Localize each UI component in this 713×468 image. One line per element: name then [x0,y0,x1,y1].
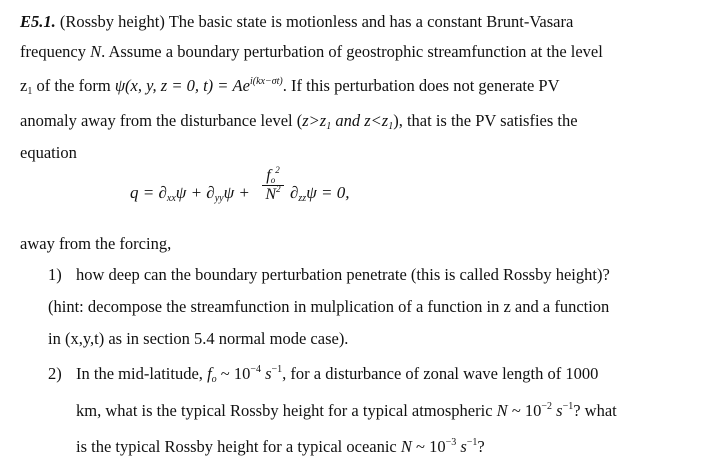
problem-id: E5.1. [20,12,56,31]
eq-term1: ψ + ∂ [175,183,215,202]
pv-equation-left [130,183,250,203]
item-1-line-3: in (x,y,t) as in section 5.4 normal mode case). [48,329,349,348]
item2-f-sub: o [211,374,217,385]
item-2-line-1 [76,364,598,384]
eq-lhs: q = ∂ [130,183,167,202]
frac-N-sup: 2 [276,184,281,194]
item2-l3-text: is the typical Rossby height for a typical oceanic [76,437,401,456]
cond-gt: z>z [302,111,327,130]
pv-equation-right [290,183,349,203]
line2-N: N [90,42,102,61]
item2-l2-N: N [496,401,508,420]
item2-l2-sim: ~ 10 [507,401,542,420]
line2-text: frequency [20,42,91,61]
frac-num [262,165,284,185]
problem-line-3 [20,76,560,96]
item2-l3-exp: −3 [445,437,457,448]
problem-line1-text: The basic state is motionless and has a constant Brunt-Vasara [168,12,574,31]
eq-sub-xx: xx [166,193,176,204]
line4-rest: ), that is the PV satisfies the [393,111,578,130]
eq-sub-yy: yy [214,193,224,204]
line3-text: of the form [32,76,115,95]
problem-line-4 [20,111,578,131]
frac-den [262,184,284,203]
problem-title: (Rossby height) [59,12,165,31]
item-2-line-3 [76,437,485,457]
frac-f: f [266,167,271,184]
item2-l1-exp: −4 [250,364,261,375]
item-2-line-2 [76,401,617,421]
item2-l2-s-exp: −1 [562,401,574,412]
problem-line-2 [20,42,603,62]
psi-expression: ψ(x, y, z = 0, t) = Ae [114,76,250,95]
frac-f-sub: o [270,175,276,185]
cond-lt-sub: 1 [388,121,394,132]
eq-sub-zz: zz [298,193,307,204]
item2-l1-s-exp: −1 [271,364,283,375]
pv-fraction [262,165,284,203]
item2-l2-text: km, what is the typical Rossby height for a typical atmospheric [76,401,497,420]
item2-f: f [207,364,212,383]
item-2-number: 2) [48,364,62,383]
item2-l2-rest: ? what [573,401,617,420]
item2-l3-s: s [456,437,467,456]
frac-N: N [265,186,277,203]
away-from-forcing: away from the forcing, [20,234,172,253]
item-1-number: 1) [48,265,62,284]
after-equation-text [20,234,171,254]
item2-l3-N: N [400,437,412,456]
psi-exponent: i(kx−σt) [249,76,283,87]
cond-gt-sub: 1 [326,121,332,132]
problem-header-line [20,12,573,32]
eq-term4: ψ = 0, [306,183,350,202]
problem-line-5 [20,143,77,163]
line2-rest: . Assume a boundary perturbation of geostrophic streamfunction at the level [101,42,603,61]
item2-l1-text: In the mid-latitude, [76,364,208,383]
z1-sub: 1 [27,86,33,97]
item2-l2-exp: −2 [541,401,553,412]
item2-l3-rest: ? [477,437,485,456]
line5-text: equation [20,143,77,162]
cond-lt: and z<z [331,111,389,130]
item2-l1-rest: , for a disturbance of zonal wave length of 1000 [282,364,599,383]
item2-l3-s-exp: −1 [466,437,478,448]
eq-term2: ψ + [223,183,250,202]
item2-l2-s: s [552,401,563,420]
line4-text: anomaly away from the disturbance level ( [20,111,303,130]
item2-l1-sim: ~ 10 [216,364,251,383]
z1-label: z [20,76,28,95]
line3-rest: . If this perturbation does not generate PV [282,76,560,95]
item-1-line-1: how deep can the boundary perturbation penetrate (this is called Rossby height)? [76,265,610,284]
eq-partial-z: ∂ [290,183,299,202]
item-1-line-2: (hint: decompose the streamfunction in mulplication of a function in z and a function [48,297,610,316]
item2-l3-sim: ~ 10 [411,437,446,456]
item2-l1-s: s [260,364,272,383]
frac-f-sup: 2 [275,165,280,175]
